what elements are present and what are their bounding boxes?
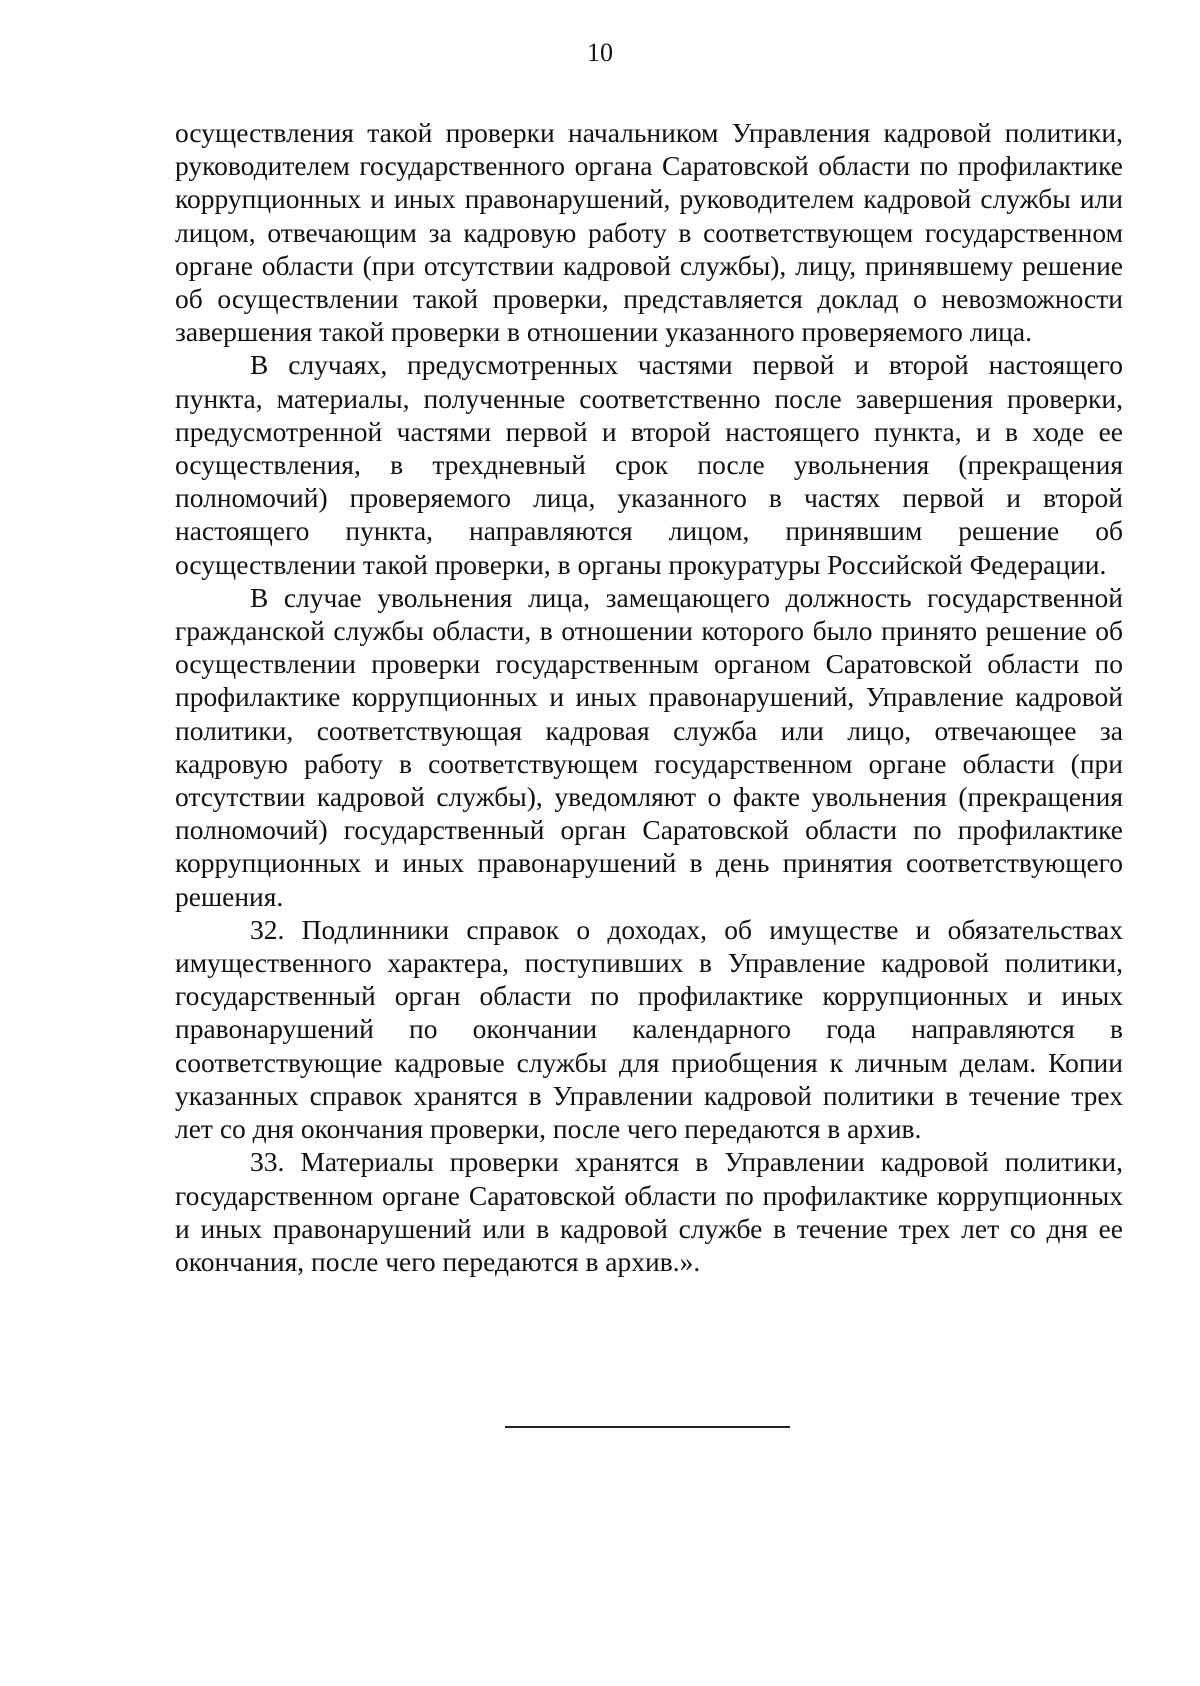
paragraph-item-32: 32. Подлинники справок о доходах, об имуществе и обязательствах имущественного характера, поступивших в Управление кадровой политики, государственный орган области по профилактике коррупционных и иных правонарушений по окончании календарного года направляются в соответствующие кадровые службы для приобщения к личным делам. Копии указанных справок хранятся в Управлении кадровой политики в течение трех лет со дня окончания проверки, после чего передаются в архив. — [175, 913, 1123, 1145]
paragraph-continuation: осуществления такой проверки начальником Управления кадровой политики, руководителем государственного органа Саратовской области по профилактике коррупционных и иных правонарушений, руководителем кадровой службы или лицом, отвечающим за кадровую работу в соответствующем государственном органе области (при отсутствии кадровой службы), лицу, принявшему решение об осуществлении такой проверки, представляется доклад о невозможности завершения такой проверки в отношении указанного проверяемого лица. — [175, 117, 1123, 348]
page-number: 10 — [587, 38, 613, 67]
closing-divider — [505, 1426, 790, 1428]
document-body — [175, 116, 1123, 1278]
paragraph-dismissal: В случае увольнения лица, замещающего должность государственной гражданской службы области, в отношении которого было принято решение об осуществлении проверки государственным органом Саратовской области по профилактике коррупционных и иных правонарушений, Управление кадровой политики, соответствующая кадровая служба или лицо, отвечающее за кадровую работу в соответствующем государственном органе области (при отсутствии кадровой службы), уведомляют о факте увольнения (прекращения полномочий) государственный орган Саратовской области по профилактике коррупционных и иных правонарушений в день принятия соответствующего решения. — [175, 581, 1123, 912]
paragraph-cases: В случаях, предусмотренных частями первой и второй настоящего пункта, материалы, полученные соответственно после завершения проверки, предусмотренной частями первой и второй настоящего пункта, и в ходе ее осуществления, в трехдневный срок после увольнения (прекращения полномочий) проверяемого лица, указанного в частях первой и второй настоящего пункта, направляются лицом, принявшим решение об осуществлении такой проверки, в органы прокуратуры Российской Федерации. — [175, 349, 1123, 580]
paragraph-item-33: 33. Материалы проверки хранятся в Управлении кадровой политики, государственном органе Саратовской области по профилактике коррупционных и иных правонарушений или в кадровой службе в течение трех лет со дня ее окончания, после чего передаются в архив.». — [175, 1146, 1123, 1277]
